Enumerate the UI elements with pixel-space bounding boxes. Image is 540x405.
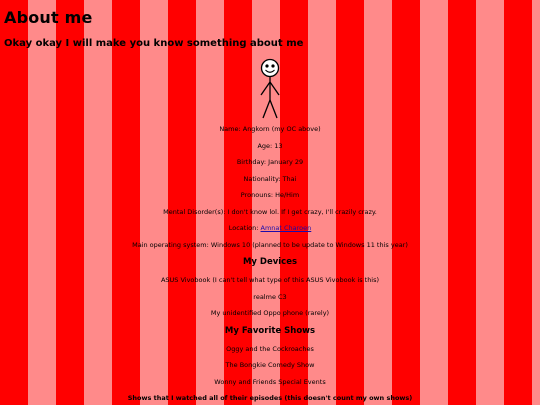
show-item: Wonny and Friends Special Events (214, 377, 326, 386)
device-item: realme C3 (253, 292, 287, 301)
location-link[interactable]: Amnat Charoen (260, 224, 312, 232)
profile-age: Age: 13 (257, 141, 283, 150)
profile-mental-disorders: Mental Disorder(s): I don't know lol. If I get crazy, I'll crazily crazy. (163, 207, 377, 216)
profile-os: Main operating system: Windows 10 (planned to be update to Windows 11 this year) (132, 240, 408, 249)
profile-location (0, 220, 540, 237)
show-item: The Bongkie Comedy Show (225, 361, 315, 369)
page-intro: Okay okay I will make you know something about me (4, 38, 304, 49)
profile-pronouns: Pronouns: He/Him (240, 191, 300, 199)
profile-content (0, 121, 540, 405)
page-title: About me (4, 8, 93, 27)
profile-birthday: Birthday: January 29 (236, 158, 304, 166)
show-item: Oggy and the Cockroaches (226, 344, 314, 353)
devices-heading: My Devices (242, 257, 298, 267)
device-item: My unidentified Oppo phone (rarely) (210, 309, 330, 317)
stick-figure-icon (252, 56, 288, 122)
device-item: ASUS Vivobook (I can't tell what type of this ASUS Vivobook is this) (160, 276, 380, 284)
profile-nationality: Nationality: Thai (243, 174, 297, 183)
profile-name: Name: Angkorn (my OC above) (219, 125, 321, 133)
shows-heading: My Favorite Shows (224, 325, 316, 336)
location-label: Location: (228, 224, 259, 232)
shows-note: Shows that I watched all of their episodes (this doesn't count my own shows) (127, 394, 413, 402)
